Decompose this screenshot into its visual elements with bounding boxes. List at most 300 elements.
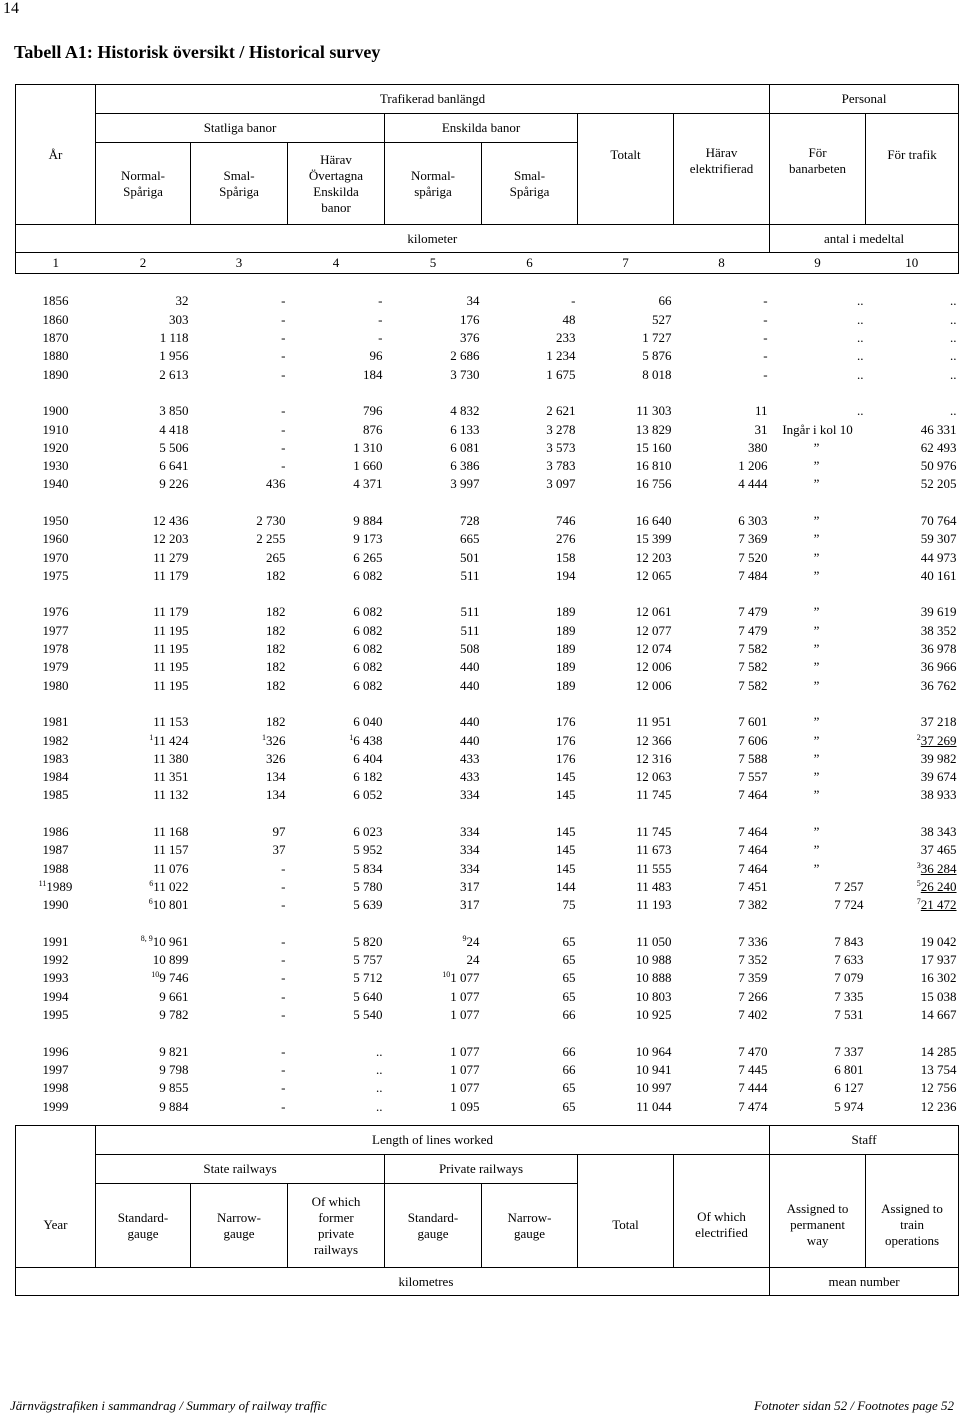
header-former-private: Of which former private railways (288, 1184, 385, 1268)
table-cell: 3 997 (450, 476, 480, 492)
table-row (16, 457, 959, 475)
table-row (16, 548, 959, 566)
table-cell: 39 982 (920, 750, 957, 766)
table-cell: 12 074 (635, 641, 672, 657)
table-cell: 7 444 (738, 1080, 768, 1096)
table-cell: 7 470 (738, 1043, 768, 1059)
column-number-8: 8 (674, 253, 770, 274)
table-cell: $^6$11 022 (149, 878, 189, 894)
table-cell: 380 (748, 439, 768, 455)
table-cell: 511 (460, 567, 480, 583)
table-row (16, 329, 959, 347)
table-cell: 1 956 (159, 348, 189, 364)
table-row (16, 347, 959, 365)
table-cell: 11 (755, 403, 768, 419)
column-number-1: 1 (16, 253, 96, 274)
table-cell: .. (950, 330, 957, 346)
header-standard-state: Standard- gauge (96, 1184, 191, 1268)
table-cell: - (281, 1061, 286, 1077)
year-cell: 1999 (42, 1098, 69, 1114)
footnote-marker: 2 (916, 732, 921, 742)
unit-kilometer: kilometer (96, 225, 770, 253)
table-cell: ” (813, 824, 820, 840)
table-row (16, 878, 959, 896)
table-cell: 7 352 (738, 952, 768, 968)
table-cell: 12 065 (635, 567, 672, 583)
table-cell: $^1$326 (262, 732, 286, 748)
table-cell: 5 780 (353, 878, 383, 894)
table-cell: 2 686 (450, 348, 480, 364)
table-cell: - (281, 348, 286, 364)
table-row (16, 1006, 959, 1024)
table-cell: .. (857, 293, 864, 309)
footnote-marker: 5 (916, 878, 921, 888)
table-cell: 176 (556, 732, 576, 748)
unit-kilometres: kilometres (96, 1268, 770, 1296)
header-overtagna: Härav Övertagna Enskilda banor (288, 143, 385, 225)
corner-cell (16, 85, 96, 114)
header-length: Length of lines worked (96, 1126, 770, 1155)
table-cell: 233 (556, 330, 576, 346)
table-cell: 10 803 (635, 988, 672, 1004)
year-cell: 1992 (42, 952, 69, 968)
year-cell: 1940 (42, 476, 69, 492)
table-cell: 97 (272, 824, 286, 840)
table-cell: 12 077 (635, 622, 672, 638)
table-cell: 66 (562, 1061, 576, 1077)
table-cell: 7 484 (738, 567, 768, 583)
table-cell: 65 (562, 1080, 576, 1096)
table-cell: 10 988 (635, 952, 672, 968)
table-cell: 440 (460, 677, 480, 693)
table-cell: 4 371 (353, 476, 383, 492)
table-cell: 96 (369, 348, 383, 364)
footnote-marker: 11 (38, 878, 47, 888)
table-cell: 6 182 (353, 769, 383, 785)
table-cell: 11 157 (153, 842, 189, 858)
table-cell: 3 278 (546, 421, 576, 437)
header-staff: Staff (770, 1126, 959, 1155)
table-cell: 6 052 (353, 787, 383, 803)
table-row (16, 750, 959, 768)
table-cell: 1 095 (450, 1098, 480, 1114)
table-cell: 7 474 (738, 1098, 768, 1114)
table-cell: 11 044 (636, 1098, 672, 1114)
year-cell: 1980 (42, 677, 69, 693)
table-cell: $^7$21 472 (916, 897, 957, 913)
footnote-marker: 10 (442, 970, 451, 980)
table-row (16, 567, 959, 585)
table-cell: 194 (556, 567, 576, 583)
table-row (16, 786, 959, 804)
table-cell: 796 (363, 403, 383, 419)
column-number-9: 9 (770, 253, 866, 274)
column-number-7: 7 (578, 253, 674, 274)
footnote-marker: 6 (149, 878, 154, 888)
table-cell: ” (813, 732, 820, 748)
table-cell: - (281, 1043, 286, 1059)
table-cell: ” (813, 476, 820, 492)
table-cell: 44 973 (920, 549, 957, 565)
table-cell: 38 933 (920, 787, 957, 803)
spacer-row (16, 585, 959, 603)
table-cell: 189 (556, 604, 576, 620)
year-cell: 1982 (42, 732, 69, 748)
table-cell: 1 310 (353, 439, 383, 455)
table-cell: $^{10}$9 746 (151, 970, 189, 986)
table-cell: 12 006 (635, 677, 672, 693)
table-cell: 16 302 (920, 970, 957, 986)
header-personal: Personal (770, 85, 959, 114)
table-row (16, 622, 959, 640)
footer-footnotes-ref: Fotnoter sidan 52 / Footnotes page 52 (753, 1398, 954, 1413)
table-row (16, 1079, 959, 1097)
table-cell: 189 (556, 622, 576, 638)
table-cell: Ingår i kol 10 (782, 421, 853, 437)
table-row (16, 311, 959, 329)
table-cell: 65 (562, 988, 576, 1004)
table-cell: 2 613 (159, 366, 189, 382)
table-cell: 36 978 (920, 641, 957, 657)
header-trafikerad: Trafikerad banlängd (96, 85, 770, 114)
header-narrow-private: Narrow- gauge (482, 1184, 578, 1268)
table-cell: 12 236 (920, 1098, 957, 1114)
year-cell: 1880 (42, 348, 69, 364)
table-row (16, 475, 959, 493)
table-cell: 7 557 (738, 769, 768, 785)
column-number-5: 5 (385, 253, 482, 274)
table-cell: 15 399 (635, 531, 672, 547)
table-cell: 11 745 (636, 824, 672, 840)
table-cell: $^1$11 424 (149, 732, 189, 748)
table-cell: 5 820 (353, 933, 383, 949)
unit-mean-number: mean number (770, 1268, 959, 1296)
table-row (16, 677, 959, 695)
table-cell: 508 (460, 641, 480, 657)
table-cell: 7 445 (738, 1061, 768, 1077)
table-cell: 6 265 (353, 549, 383, 565)
year-cell: 1960 (42, 531, 69, 547)
table-cell: 9 226 (159, 476, 189, 492)
table-cell: 728 (460, 513, 480, 528)
table-cell: 158 (556, 549, 576, 565)
table-cell: 9 884 (353, 513, 383, 528)
table-cell: 11 195 (153, 659, 189, 675)
table-cell: 189 (556, 641, 576, 657)
table-cell: 7 359 (738, 970, 768, 986)
table-cell: 1 077 (450, 1061, 480, 1077)
header-train-operations: Assigned to train operations (866, 1184, 959, 1268)
year-cell: 1890 (42, 366, 69, 382)
table-cell: 3 097 (546, 476, 576, 492)
table-cell: 145 (556, 769, 576, 785)
table-cell: 9 661 (159, 988, 189, 1004)
table-cell: 6 023 (353, 824, 383, 840)
table-cell: 7 257 (834, 878, 864, 894)
table-cell: 440 (460, 714, 480, 730)
year-cell: 1976 (42, 604, 69, 620)
header-statliga: Statliga banor (96, 114, 385, 143)
table-cell: - (281, 988, 286, 1004)
table-cell: 12 203 (152, 531, 189, 547)
table-cell: 7 464 (738, 824, 768, 840)
table-row (16, 841, 959, 859)
table-row (16, 512, 959, 530)
table-cell: 7 337 (834, 1043, 864, 1059)
spacer-row (16, 1024, 959, 1042)
table-cell: - (281, 970, 286, 986)
header-permanent-way: Assigned to permanent way (770, 1184, 866, 1268)
table-cell: 11 193 (636, 897, 672, 913)
table-cell: 34 (466, 293, 480, 309)
table-cell: 11 351 (153, 769, 189, 785)
year-cell: 1930 (42, 458, 69, 474)
table-cell: 12 063 (635, 769, 672, 785)
footnote-marker: 9 (462, 933, 467, 943)
table-cell: 3 783 (546, 458, 576, 474)
table-cell: 11 195 (153, 677, 189, 693)
table-cell: .. (857, 348, 864, 364)
table-cell: 433 (460, 750, 480, 766)
table-cell: 2 621 (546, 403, 576, 419)
table-cell: 14 285 (920, 1043, 957, 1059)
table-cell: ” (813, 622, 820, 638)
table-cell: 37 465 (920, 842, 957, 858)
table-cell: .. (950, 293, 957, 309)
table-row (16, 1061, 959, 1079)
table-cell: - (281, 330, 286, 346)
table-cell: 4 418 (159, 421, 189, 437)
table-cell: - (378, 311, 383, 327)
table-cell: 19 042 (920, 933, 957, 949)
table-cell: 9 855 (159, 1080, 189, 1096)
column-number-4: 4 (288, 253, 385, 274)
table-cell: 12 436 (152, 513, 189, 528)
table-cell: ” (813, 787, 820, 803)
spacer-row (16, 914, 959, 932)
table-cell: 134 (266, 769, 286, 785)
table-cell: 7 633 (834, 952, 864, 968)
table-cell: - (281, 366, 286, 382)
table-cell: .. (950, 403, 957, 419)
table-cell: 65 (562, 1098, 576, 1114)
table-cell: 7 336 (738, 933, 768, 949)
footnote-marker: 3 (916, 860, 921, 870)
table-cell: 1 077 (450, 1043, 480, 1059)
table-cell: - (281, 878, 286, 894)
table-cell: 876 (363, 421, 383, 437)
table-cell: 5 757 (353, 952, 383, 968)
header-narrow-state: Narrow- gauge (191, 1184, 288, 1268)
table-row (16, 603, 959, 621)
table-cell: 7 369 (738, 531, 768, 547)
table-cell: .. (950, 348, 957, 364)
table-cell: - (281, 458, 286, 474)
table-cell: $^1$6 438 (349, 732, 383, 748)
table-cell: 39 619 (920, 604, 957, 620)
table-cell: ” (813, 677, 820, 693)
table-cell: 145 (556, 860, 576, 876)
table-cell: 7 266 (738, 988, 768, 1004)
header-smal-enskilda: Smal- Spåriga (482, 143, 578, 225)
footnote-marker: 8, 9 (140, 933, 153, 943)
table-cell: 7 582 (738, 677, 768, 693)
table-cell: 1 077 (450, 1007, 480, 1023)
table-cell: 11 076 (153, 860, 189, 876)
table-cell: 24 (466, 952, 480, 968)
table-cell: 9 821 (159, 1043, 189, 1059)
table-cell: 7 843 (834, 933, 864, 949)
table-cell: 145 (556, 842, 576, 858)
table-row (16, 713, 959, 731)
table-row (16, 768, 959, 786)
table-row (16, 896, 959, 914)
table-row (16, 988, 959, 1006)
table-row (16, 823, 959, 841)
table-cell: - (281, 933, 286, 949)
table-cell: 6 133 (450, 421, 480, 437)
table-cell: 11 132 (153, 787, 189, 803)
table-cell: 4 444 (738, 476, 768, 492)
header-normal-statliga: Normal- Spåriga (96, 143, 191, 225)
table-cell: $^9$24 (462, 933, 480, 949)
table-cell: 39 674 (920, 769, 957, 785)
spacer-row (16, 695, 959, 713)
table-cell: - (763, 293, 768, 309)
table-cell: - (763, 348, 768, 364)
header-state: State railways (96, 1155, 385, 1184)
table-cell: ” (813, 714, 820, 730)
table-cell: ” (813, 641, 820, 657)
table-cell: 66 (658, 293, 672, 309)
table-cell: 7 451 (738, 878, 768, 894)
table-cell: 7 464 (738, 787, 768, 803)
table-cell: 145 (556, 787, 576, 803)
year-cell: 1983 (42, 750, 69, 766)
table-cell: 7 531 (834, 1007, 864, 1023)
table-cell: 1 660 (353, 458, 383, 474)
table-cell: 5 640 (353, 988, 383, 1004)
table-cell: - (281, 293, 286, 309)
table-cell: 1 118 (159, 330, 189, 346)
year-cell: 1988 (42, 860, 69, 876)
table-cell: 189 (556, 659, 576, 675)
table-cell: 11 179 (153, 567, 189, 583)
table-title: Tabell A1: Historisk översikt / Historical survey (14, 42, 381, 62)
year-cell: 1970 (42, 549, 69, 565)
table-row (16, 439, 959, 457)
table-cell: - (281, 311, 286, 327)
table-cell: 189 (556, 677, 576, 693)
table-cell: 7 079 (834, 970, 864, 986)
table-cell: 70 764 (920, 513, 957, 528)
table-cell: .. (857, 330, 864, 346)
table-row (16, 292, 959, 310)
table-cell: 144 (556, 878, 576, 894)
year-cell: 1978 (42, 641, 69, 657)
table-cell: 182 (266, 622, 286, 638)
table-row (16, 1097, 959, 1115)
table-cell: $^5$26 240 (916, 878, 957, 894)
table-cell: ” (813, 860, 820, 876)
table-row (16, 933, 959, 951)
spacer-row (16, 384, 959, 402)
table-cell: 66 (562, 1043, 576, 1059)
table-cell: 5 974 (834, 1098, 864, 1114)
table-cell: 6 082 (353, 604, 383, 620)
year-cell: 1987 (42, 842, 69, 858)
table-row (16, 1042, 959, 1060)
table-cell: .. (376, 1080, 383, 1096)
table-cell: 1 727 (642, 330, 672, 346)
footnote-marker: 1 (262, 732, 266, 742)
table-cell: 3 573 (546, 439, 576, 455)
table-cell: 12 316 (635, 750, 672, 766)
table-cell: 5 540 (353, 1007, 383, 1023)
table-cell: 746 (556, 513, 576, 528)
table-cell: 145 (556, 824, 576, 840)
table-cell: 10 888 (635, 970, 672, 986)
table-cell: 440 (460, 732, 480, 748)
table-cell: 511 (460, 622, 480, 638)
table-cell: 134 (266, 787, 286, 803)
table-cell: 3 730 (450, 366, 480, 382)
table-cell: 5 952 (353, 842, 383, 858)
header-electrified: Of which electrified (674, 1184, 770, 1268)
table-cell: ” (813, 439, 820, 455)
table-cell: 6 082 (353, 622, 383, 638)
table-cell: 6 641 (159, 458, 189, 474)
table-cell: 7 402 (738, 1007, 768, 1023)
table-cell: 11 168 (153, 824, 189, 840)
header-trafik: För trafik (866, 143, 959, 225)
table-cell: 440 (460, 659, 480, 675)
table-cell: 36 966 (920, 659, 957, 675)
table-cell: 433 (460, 769, 480, 785)
table-cell: 10 997 (635, 1080, 672, 1096)
year-cell: 1870 (42, 330, 69, 346)
table-cell: 334 (460, 824, 480, 840)
table-cell: 17 937 (920, 952, 957, 968)
table-cell: 4 832 (450, 403, 480, 419)
table-cell: 66 (562, 1007, 576, 1023)
table-cell: 317 (460, 878, 480, 894)
table-cell: 334 (460, 860, 480, 876)
table-cell: 11 555 (636, 860, 672, 876)
table-cell: - (378, 293, 383, 309)
column-number-2: 2 (96, 253, 191, 274)
year-cell: 1979 (42, 659, 69, 675)
table-cell: 11 745 (636, 787, 672, 803)
table-cell: 6 081 (450, 439, 480, 455)
table-cell: 511 (460, 604, 480, 620)
header-standard-private: Standard- gauge (385, 1184, 482, 1268)
table-cell: 10 941 (635, 1061, 672, 1077)
table-cell: .. (857, 366, 864, 382)
table-cell: 52 205 (920, 476, 957, 492)
table-cell: 13 754 (920, 1061, 957, 1077)
table-cell: 14 667 (920, 1007, 957, 1023)
table-cell: 7 582 (738, 641, 768, 657)
table-cell: 6 082 (353, 641, 383, 657)
table-cell: 376 (460, 330, 480, 346)
table-cell: 182 (266, 641, 286, 657)
table-cell: 9 782 (159, 1007, 189, 1023)
table-cell: 7 382 (738, 897, 768, 913)
table-cell: 62 493 (920, 439, 957, 455)
table-cell: 527 (652, 311, 672, 327)
table-cell: ” (813, 567, 820, 583)
